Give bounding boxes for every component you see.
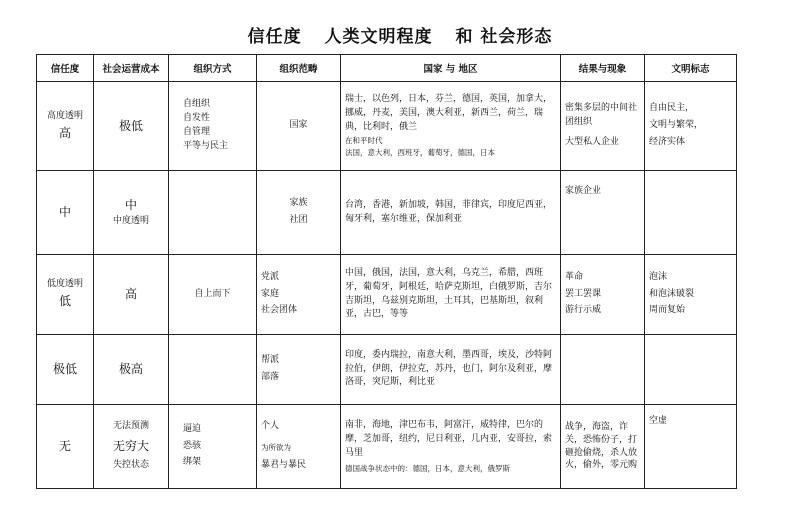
mark-cell: 泡沫 和泡沫破裂 周而复始	[645, 255, 737, 335]
mark-cell: 空虚	[645, 405, 737, 489]
result-cell: 家族企业	[561, 171, 645, 255]
result-cell	[561, 335, 645, 405]
scope-cell: 党派 家庭 社会团体	[257, 255, 341, 335]
trust-cell: 高度透明 高	[37, 82, 94, 171]
scope-cell: 国家	[257, 82, 341, 171]
cost-cell: 无法预测 无穷大 失控状态	[94, 405, 169, 489]
header-trust: 信任度	[37, 55, 94, 82]
table-row	[37, 335, 737, 405]
header-mark: 文明标志	[645, 55, 737, 82]
table-row	[37, 255, 737, 335]
countries-cell: 印度，委内瑞拉，南意大利，墨西哥，埃及，沙特阿拉伯，伊朗，伊拉克，苏丹，也门，阿尔及利亚，摩洛哥，突尼斯，利比亚	[341, 335, 561, 405]
org-cell	[169, 171, 257, 255]
trust-cell: 极低	[37, 335, 94, 405]
table-row	[37, 171, 737, 255]
trust-civilization-table	[36, 54, 737, 489]
scope-cell: 家族 社团	[257, 171, 341, 255]
scope-cell: 个人 为所欲为 暴君与暴民	[257, 405, 341, 489]
result-cell: 战争，海盗，诈关，恐怖份子，打砸抢偷烧，杀人放火，偷外，零元购	[561, 405, 645, 489]
table-row	[37, 82, 737, 171]
header-cost: 社会运营成本	[94, 55, 169, 82]
scope-cell: 帮派 部落	[257, 335, 341, 405]
countries-cell: 中国，俄国，法国，意大利，乌克兰，希腊，西班牙，葡萄牙，阿根廷，哈萨克斯坦，白俄罗斯，吉尔吉斯坦，乌兹别克斯坦，土耳其，巴基斯坦，叙利亚，古巴，等等	[341, 255, 561, 335]
org-cell: 逼迫 恐骇 绑架	[169, 405, 257, 489]
header-scope: 组织范畴	[257, 55, 341, 82]
page-title: 信任度 人类文明程度 和 社会形态	[247, 27, 553, 47]
org-cell: 自上而下	[169, 255, 257, 335]
trust-cell: 中	[37, 171, 94, 255]
result-cell: 密集多层的中间社团组织 大型私人企业	[561, 82, 645, 171]
trust-cell: 低度透明 低	[37, 255, 94, 335]
org-cell	[169, 335, 257, 405]
header-org: 组织方式	[169, 55, 257, 82]
mark-cell	[645, 171, 737, 255]
cost-cell: 极低	[94, 82, 169, 171]
header-result: 结果与现象	[561, 55, 645, 82]
cost-cell: 极高	[94, 335, 169, 405]
header-countries: 国家 与 地区	[341, 55, 561, 82]
countries-cell: 台湾，香港，新加坡，韩国，菲律宾，印度尼西亚，匈牙利，塞尔维亚，保加利亚	[341, 171, 561, 255]
countries-cell: 瑞士，以色列，日本，芬兰，德国，英国，加拿大，挪威，丹麦，美国，澳大利亚，新西兰，荷兰，瑞典，比利时，俄兰 在和平时代 法国，意大利，西班牙，葡萄牙，德国，日本	[341, 82, 561, 171]
cost-cell: 中 中度透明	[94, 171, 169, 255]
cost-cell: 高	[94, 255, 169, 335]
countries-cell: 南非，海地，津巴布韦，阿富汗，威特律，巴尔的摩，芝加哥，纽约，尼日利亚，几内亚，安哥拉，索马里 德国战争状态中的：德国，日本，意大利，俄罗斯	[341, 405, 561, 489]
org-cell: 自组织 自发性 自管理 平等与民主	[169, 82, 257, 171]
result-cell: 革命 罢工罢课 游行示威	[561, 255, 645, 335]
table-row	[37, 405, 737, 489]
mark-cell	[645, 335, 737, 405]
trust-cell: 无	[37, 405, 94, 489]
mark-cell: 自由民主， 文明与繁荣， 经济实体	[645, 82, 737, 171]
header-row	[37, 55, 737, 82]
